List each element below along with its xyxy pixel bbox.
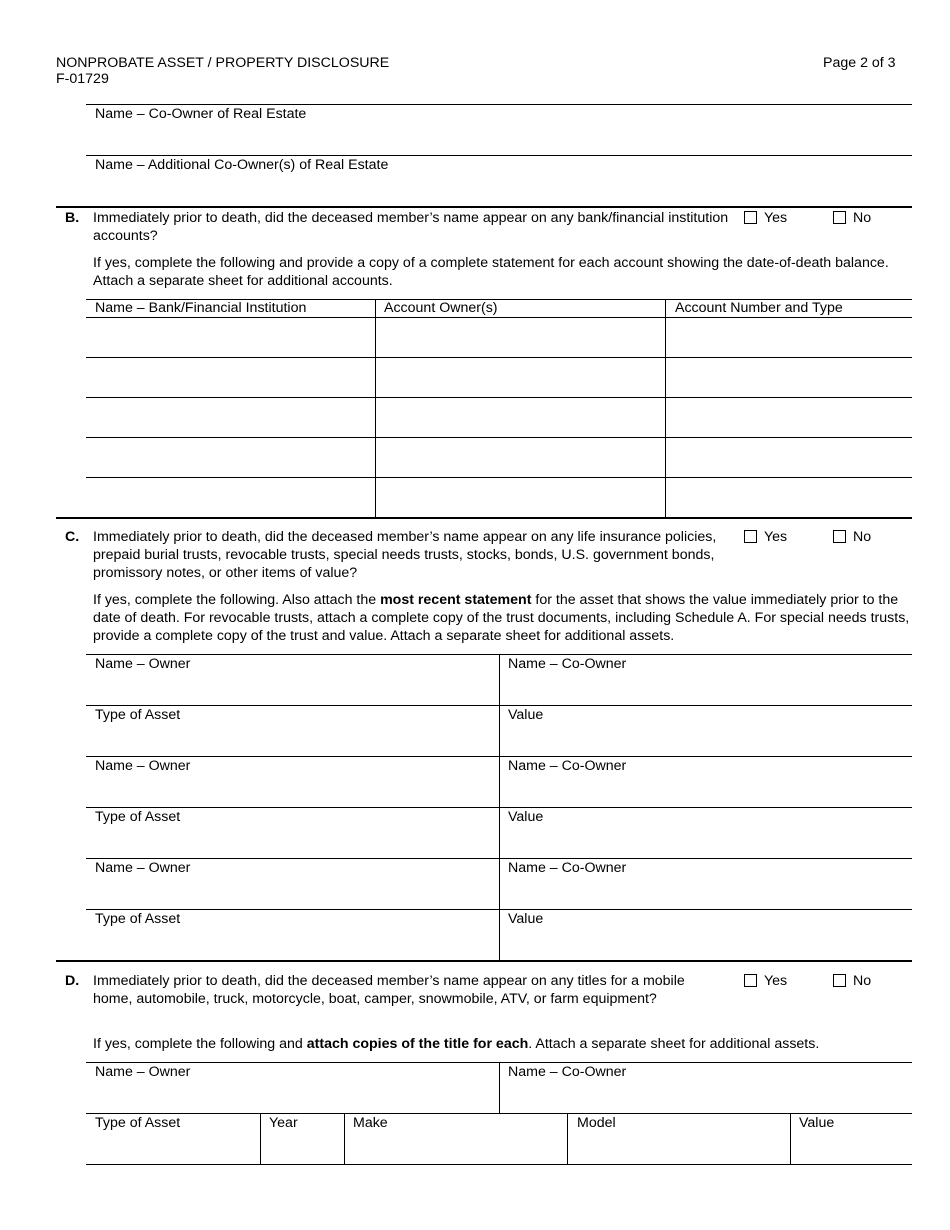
section-b-bank-cell[interactable] [86, 318, 375, 357]
table-border [86, 1164, 912, 1165]
section-b-account-number-cell[interactable] [666, 438, 912, 477]
section-c-owner-label: Name – Owner [95, 758, 191, 774]
section-d-year-label: Year [269, 1115, 298, 1131]
section-c-no-checkbox[interactable] [833, 530, 846, 543]
section-b-question: Immediately prior to death, did the deceased member’s name appear on any bank/financial institution accounts? [93, 210, 729, 244]
section-c-co-owner-label: Name – Co-Owner [508, 758, 627, 774]
section-d-owner-field[interactable] [86, 1063, 499, 1113]
section-d-make-field[interactable] [345, 1114, 567, 1164]
section-c-no-label: No [853, 529, 872, 545]
section-c-co-owner-label: Name – Co-Owner [508, 656, 627, 672]
section-d-letter: D. [65, 973, 80, 989]
section-b-no-label: No [853, 210, 872, 226]
section-b-account-number-cell[interactable] [666, 398, 912, 437]
section-d-value-label: Value [799, 1115, 835, 1131]
column-header-account-owner: Account Owner(s) [384, 300, 498, 316]
section-b-instructions: If yes, complete the following and provide a copy of a complete statement for each account showing the date-of-death balance. Attach a separate sheet for additional accounts. [93, 255, 889, 289]
column-header-account-number: Account Number and Type [675, 300, 843, 316]
section-c-type-label: Type of Asset [95, 911, 181, 927]
section-c-type-label: Type of Asset [95, 707, 181, 723]
section-c-yes-label: Yes [764, 529, 788, 545]
section-c-type-field[interactable] [86, 808, 499, 858]
section-c-question: Immediately prior to death, did the deceased member’s name appear on any life insurance policies, prepaid burial trusts, revocable trusts, special needs trusts, stocks, bonds, U.S. government bonds, promissory notes, or other items of value? [93, 529, 717, 581]
section-c-value-label: Value [508, 911, 544, 927]
section-b-yes-label: Yes [764, 210, 788, 226]
section-d-co-owner-label: Name – Co-Owner [508, 1064, 627, 1080]
section-d-make-label: Make [353, 1115, 388, 1131]
column-header-bank: Name – Bank/Financial Institution [95, 300, 307, 316]
section-c-owner-label: Name – Owner [95, 860, 191, 876]
section-d-no-label: No [853, 973, 872, 989]
section-b-account-number-cell[interactable] [666, 318, 912, 357]
section-d-yes-label: Yes [764, 973, 788, 989]
form-title: NONPROBATE ASSET / PROPERTY DISCLOSURE [56, 55, 390, 71]
section-d-co-owner-field[interactable] [500, 1063, 912, 1113]
section-c-co-owner-field[interactable] [500, 757, 912, 807]
section-c-type-label: Type of Asset [95, 809, 181, 825]
section-d-type-field[interactable] [86, 1114, 260, 1164]
section-d-owner-label: Name – Owner [95, 1064, 191, 1080]
section-b-owner-cell[interactable] [376, 478, 665, 517]
section-c-type-field[interactable] [86, 910, 499, 960]
section-b-yes-checkbox[interactable] [744, 211, 757, 224]
section-c-owner-field[interactable] [86, 859, 499, 909]
section-c-value-label: Value [508, 809, 544, 825]
real-estate-additional-co-owner-label: Name – Additional Co-Owner(s) of Real Estate [95, 157, 389, 173]
section-b-bank-cell[interactable] [86, 438, 375, 477]
section-d-no-checkbox[interactable] [833, 974, 846, 987]
section-b-bank-cell[interactable] [86, 358, 375, 397]
section-d-instructions: If yes, complete the following and attach copies of the title for each. Attach a separate sheet for additional assets. [93, 1036, 820, 1052]
section-d-yes-checkbox[interactable] [744, 974, 757, 987]
section-b-owner-cell[interactable] [376, 318, 665, 357]
section-c-owner-field[interactable] [86, 655, 499, 705]
section-c-co-owner-label: Name – Co-Owner [508, 860, 627, 876]
real-estate-co-owner-label: Name – Co-Owner of Real Estate [95, 106, 307, 122]
section-c-value-field[interactable] [500, 808, 912, 858]
section-c-instructions: If yes, complete the following. Also attach the most recent statement for the asset that shows the value immediately prior to the date of death. For revocable trusts, attach a complete copy of the trust documents, including Schedule A. For special needs trusts, provide a complete copy of the trust and value. Attach a separate sheet for additional assets. [93, 592, 910, 644]
section-b-bank-cell[interactable] [86, 398, 375, 437]
section-c-owner-field[interactable] [86, 757, 499, 807]
section-d-model-label: Model [577, 1115, 616, 1131]
section-c-value-field[interactable] [500, 910, 912, 960]
section-b-owner-cell[interactable] [376, 438, 665, 477]
section-b-owner-cell[interactable] [376, 398, 665, 437]
section-c-owner-label: Name – Owner [95, 656, 191, 672]
section-d-type-label: Type of Asset [95, 1115, 181, 1131]
section-b-no-checkbox[interactable] [833, 211, 846, 224]
form-number: F-01729 [56, 71, 109, 87]
section-d-value-field[interactable] [791, 1114, 912, 1164]
real-estate-co-owner-field[interactable] [86, 105, 912, 155]
section-c-value-field[interactable] [500, 706, 912, 756]
real-estate-additional-co-owner-field[interactable] [86, 156, 912, 206]
page-number: Page 2 of 3 [823, 55, 896, 71]
section-b-letter: B. [65, 210, 80, 226]
section-b-account-number-cell[interactable] [666, 358, 912, 397]
section-d-question: Immediately prior to death, did the deceased member’s name appear on any titles for a mobile home, automobile, truck, motorcycle, boat, camper, snowmobile, ATV, or farm equipment? [93, 973, 685, 1007]
section-b-account-number-cell[interactable] [666, 478, 912, 517]
section-b-bank-cell[interactable] [86, 478, 375, 517]
section-c-co-owner-field[interactable] [500, 655, 912, 705]
section-c-yes-checkbox[interactable] [744, 530, 757, 543]
section-c-letter: C. [65, 529, 80, 545]
section-b-owner-cell[interactable] [376, 358, 665, 397]
section-d-model-field[interactable] [568, 1114, 790, 1164]
section-divider [56, 960, 912, 962]
section-c-value-label: Value [508, 707, 544, 723]
section-c-co-owner-field[interactable] [500, 859, 912, 909]
section-divider [56, 206, 912, 208]
section-divider [56, 517, 912, 519]
section-d-year-field[interactable] [261, 1114, 344, 1164]
section-c-type-field[interactable] [86, 706, 499, 756]
